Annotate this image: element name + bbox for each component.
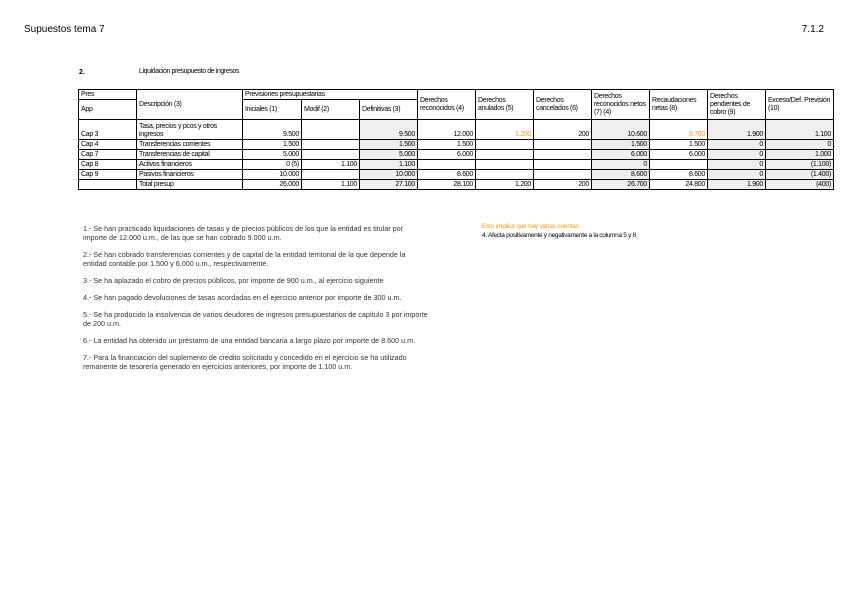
cell-recaudaciones: 8.600	[650, 170, 708, 180]
cell-total-definitivas: 27.100	[360, 180, 418, 190]
cell-total-iniciales: 26.000	[243, 180, 302, 190]
cell-netos: 10.600	[592, 120, 650, 140]
cell-netos: 1.500	[592, 140, 650, 150]
cell-cancelados: 200	[534, 120, 592, 140]
cell-desc: Activos financieros	[137, 160, 243, 170]
cell-netos: 6.000	[592, 150, 650, 160]
cell-app: Cap 7	[79, 150, 137, 160]
cell-desc: Transferencias de capital	[137, 150, 243, 160]
cell-reconocidos: 6.000	[418, 150, 476, 160]
table-total-row	[79, 180, 834, 190]
cell-anulados	[476, 140, 534, 150]
cell-modif	[302, 170, 360, 180]
header-previsiones-group: Previsiones presupuestarias	[243, 90, 418, 100]
cell-iniciales: 1.500	[243, 140, 302, 150]
cell-anulados: 1.200	[476, 120, 534, 140]
cell-cancelados	[534, 140, 592, 150]
table-row	[79, 120, 834, 140]
header-descripcion: Descripción (3)	[137, 90, 243, 120]
cell-desc: Tasa, precios y pcos y otros ingresos	[137, 120, 243, 140]
cell-reconocidos: 1.500	[418, 140, 476, 150]
cell-pendientes: 0	[708, 170, 766, 180]
cell-app: Cap 3	[79, 120, 137, 140]
cell-cancelados	[534, 170, 592, 180]
note-item: 3.- Se ha aplazado el cobro de precios públicos, por importe de 900 u.m., al ejercicio siguiente	[83, 276, 384, 285]
cell-exceso: 1.100	[766, 120, 834, 140]
header-pres: Pres	[79, 90, 137, 100]
cell-pendientes: 0	[708, 150, 766, 160]
cell-recaudaciones: 1.500	[650, 140, 708, 150]
cell-app: Cap 9	[79, 170, 137, 180]
cell-cancelados	[534, 150, 592, 160]
header-iniciales: Iniciales (1)	[243, 100, 302, 120]
cell-reconocidos: 8.600	[418, 170, 476, 180]
table-row	[79, 140, 834, 150]
table-row	[79, 150, 834, 160]
cell-app: Cap 8	[79, 160, 137, 170]
note-item: 2.- Se han cobrado transferencias corrientes y de capital de la entidad territorial de la que depende la entidad contable por 1.500 y 6.000 u.m., respectivamente.	[83, 250, 406, 268]
cell-desc: Pasivos financieros	[137, 170, 243, 180]
cell-definitivas: 9.500	[360, 120, 418, 140]
cell-pendientes: 1.900	[708, 120, 766, 140]
cell-recaudaciones: 8.700	[650, 120, 708, 140]
cell-exceso: 0	[766, 140, 834, 150]
cell-pendientes: 0	[708, 140, 766, 150]
cell-app: Cap 4	[79, 140, 137, 150]
cell-total-modif: 1.100	[302, 180, 360, 190]
notes-list	[83, 224, 428, 379]
header-derechos-cancelados: Derechos cancelados (6)	[534, 90, 592, 120]
cell-anulados	[476, 170, 534, 180]
cell-total-anulados: 1.200	[476, 180, 534, 190]
page-header-title: Supuestos tema 7	[24, 24, 105, 35]
side-note-orange: Esto implica que hay varias cuentas	[482, 223, 579, 230]
cell-definitivas: 5.000	[360, 150, 418, 160]
cell-total-reconocidos: 28.100	[418, 180, 476, 190]
cell-pendientes: 0	[708, 160, 766, 170]
side-note-black: 4. Afecta positivamente y negativamente a la columna 5 y 8	[482, 232, 636, 239]
section-number: 2.	[79, 69, 85, 76]
cell-modif	[302, 150, 360, 160]
cell-desc: Transferencias corrientes	[137, 140, 243, 150]
cell-iniciales: 0 (5)	[243, 160, 302, 170]
cell-recaudaciones	[650, 160, 708, 170]
cell-reconocidos	[418, 160, 476, 170]
cell-iniciales: 10.000	[243, 170, 302, 180]
cell-definitivas: 1.100	[360, 160, 418, 170]
header-modif: Modif (2)	[302, 100, 360, 120]
header-definitivas: Definitivas (3)	[360, 100, 418, 120]
cell-exceso: (1.400)	[766, 170, 834, 180]
section-title: Liquidación presupuesto de ingresos	[139, 68, 240, 75]
table-row	[79, 170, 834, 180]
cell-recaudaciones: 6.000	[650, 150, 708, 160]
cell-definitivas: 1.500	[360, 140, 418, 150]
note-item: 4.- Se han pagado devoluciones de tasas acordadas en el ejercicio anterior por importe de 300 u.m.	[83, 293, 402, 302]
cell-anulados	[476, 160, 534, 170]
header-app: App	[79, 100, 137, 120]
header-derechos-netos: Derechos reconocidos netos (7) (4)	[592, 90, 650, 120]
header-recaudaciones: Recaudaciones netas (8)	[650, 90, 708, 120]
cell-total-netos: 26.700	[592, 180, 650, 190]
cell-total-label: Total presup	[137, 180, 243, 190]
cell-netos: 0	[592, 160, 650, 170]
cell-total-exceso: (400)	[766, 180, 834, 190]
note-item: 7.- Para la financiación del suplemento de crédito solicitado y concedido en el ejercicio se ha utilizado remanente de tesorería generado en ejercicios anteriores, por importe de 1.100 u.m.	[83, 353, 407, 371]
cell-total-blank	[79, 180, 137, 190]
header-exceso: Exceso/Def. Previsión (10)	[766, 90, 834, 120]
liquidation-table	[78, 89, 834, 190]
cell-iniciales: 9.500	[243, 120, 302, 140]
cell-exceso: (1.100)	[766, 160, 834, 170]
cell-anulados	[476, 150, 534, 160]
cell-total-pendientes: 1.900	[708, 180, 766, 190]
cell-definitivas: 10.000	[360, 170, 418, 180]
header-pendientes: Derechos pendientes de cobro (9)	[708, 90, 766, 120]
cell-modif	[302, 120, 360, 140]
cell-cancelados	[534, 160, 592, 170]
cell-total-cancelados: 200	[534, 180, 592, 190]
note-item: 6.- La entidad ha obtenido un préstamo de una entidad bancaria a largo plazo por importe de 8.600 u.m.	[83, 336, 416, 345]
cell-modif	[302, 140, 360, 150]
note-item: 5.- Se ha producido la insolvencia de varios deudores de ingresos presupuestarios de capítulo 3 por importe de 200 u.m.	[83, 310, 428, 328]
cell-netos: 8.600	[592, 170, 650, 180]
header-derechos-reconocidos: Derechos reconocidos (4)	[418, 90, 476, 120]
header-derechos-anulados: Derechos anulados (5)	[476, 90, 534, 120]
cell-exceso: 1.000	[766, 150, 834, 160]
cell-total-recaudaciones: 24.800	[650, 180, 708, 190]
cell-iniciales: 5.000	[243, 150, 302, 160]
table-row	[79, 160, 834, 170]
cell-modif: 1.100	[302, 160, 360, 170]
cell-reconocidos: 12.000	[418, 120, 476, 140]
page-header-ref: 7.1.2	[801, 24, 824, 35]
note-item: 1.- Se han practicado liquidaciones de tasas y de precios públicos de los que la entidad es titular por importe de 12.000 u.m., de las que se han cobrado 9.000 u.m.	[83, 224, 404, 242]
